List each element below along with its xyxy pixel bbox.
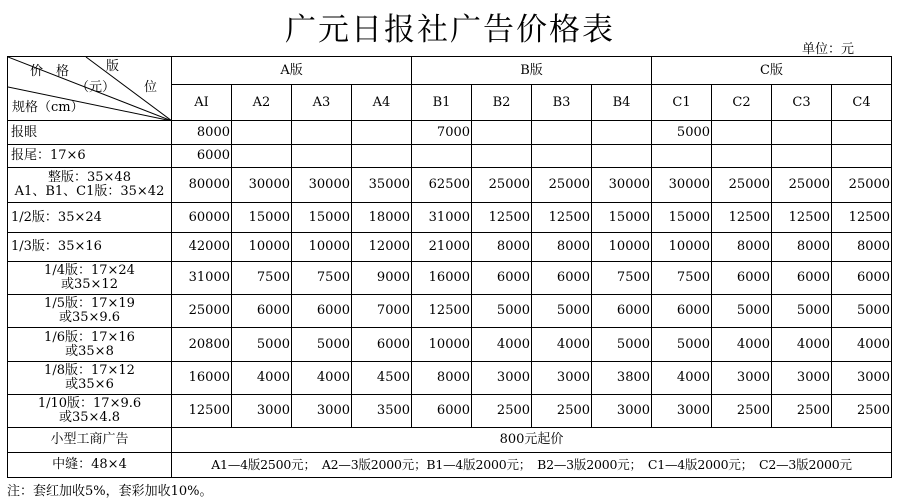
- price-cell: 42000: [172, 233, 232, 262]
- price-cell: 12000: [352, 233, 412, 262]
- price-cell: 15000: [292, 203, 352, 233]
- price-cell: 18000: [352, 203, 412, 233]
- price-cell: [412, 145, 472, 168]
- row-label-line: 或35×12: [61, 277, 118, 292]
- price-cell: 10000: [292, 233, 352, 262]
- table-row: [8, 203, 892, 233]
- price-cell: [292, 121, 352, 145]
- price-cell: 2500: [532, 395, 592, 428]
- row-label: 1/3版：35×16: [8, 233, 172, 262]
- price-cell: [352, 121, 412, 145]
- table-row: [8, 168, 892, 203]
- price-cell: 10000: [592, 233, 652, 262]
- price-cell: 2500: [712, 395, 772, 428]
- price-cell: 6000: [592, 295, 652, 328]
- price-cell: 8000: [772, 233, 832, 262]
- price-cell: 4000: [772, 328, 832, 362]
- table-row: [8, 453, 892, 478]
- price-cell: 5000: [232, 328, 292, 362]
- column-header: C3: [772, 85, 832, 121]
- price-cell: 15000: [232, 203, 292, 233]
- price-cell: 4000: [652, 362, 712, 395]
- price-cell: 12500: [532, 203, 592, 233]
- price-cell: 7000: [412, 121, 472, 145]
- price-cell: 30000: [232, 168, 292, 203]
- price-cell: 9000: [352, 262, 412, 295]
- row-label-line: 1/6版：17×16: [44, 329, 135, 345]
- price-cell: 6000: [472, 262, 532, 295]
- price-cell: 30000: [652, 168, 712, 203]
- row-label: 报尾：17×6: [8, 145, 172, 168]
- price-cell: 30000: [592, 168, 652, 203]
- price-cell: [532, 145, 592, 168]
- table-row: [8, 145, 892, 168]
- price-cell: 25000: [172, 295, 232, 328]
- price-cell: 80000: [172, 168, 232, 203]
- row-label-line: 1/5版：17×19: [44, 296, 135, 311]
- row-label: [8, 328, 172, 362]
- price-cell: [592, 121, 652, 145]
- price-cell: 6000: [412, 395, 472, 428]
- price-cell: 5000: [652, 121, 712, 145]
- price-cell: 60000: [172, 203, 232, 233]
- table-row: [8, 233, 892, 262]
- row-label: 报眼: [8, 121, 172, 145]
- price-cell: 3000: [712, 362, 772, 395]
- price-cell: 8000: [832, 233, 892, 262]
- price-cell: [712, 121, 772, 145]
- price-cell: 35000: [352, 168, 412, 203]
- price-cell: 15000: [592, 203, 652, 233]
- corner-wei-text: 位: [144, 80, 158, 95]
- price-cell: 3500: [352, 395, 412, 428]
- price-cell: 4000: [292, 362, 352, 395]
- column-header: C4: [832, 85, 892, 121]
- row-label: [8, 362, 172, 395]
- price-cell: [472, 121, 532, 145]
- price-cell: 3000: [592, 395, 652, 428]
- price-cell: 3000: [772, 362, 832, 395]
- table-row: [8, 121, 892, 145]
- price-cell: [772, 145, 832, 168]
- price-cell: 25000: [712, 168, 772, 203]
- price-cell: 6000: [292, 295, 352, 328]
- price-cell: 25000: [832, 168, 892, 203]
- price-cell: 4000: [832, 328, 892, 362]
- price-cell: [292, 145, 352, 168]
- row-label: [8, 168, 172, 203]
- price-cell: 7500: [652, 262, 712, 295]
- price-cell: 5000: [652, 328, 712, 362]
- price-cell: 8000: [412, 362, 472, 395]
- price-cell: 8000: [472, 233, 532, 262]
- price-cell: 25000: [472, 168, 532, 203]
- price-cell: 5000: [592, 328, 652, 362]
- price-cell: 21000: [412, 233, 472, 262]
- price-cell: 7500: [232, 262, 292, 295]
- price-cell: [832, 145, 892, 168]
- row-label-line: 1/10版：17×9.6: [37, 396, 142, 411]
- row-label-line: 1/8版：17×12: [44, 363, 135, 378]
- price-cell: 2500: [832, 395, 892, 428]
- price-cell: 10000: [412, 328, 472, 362]
- column-header: B3: [532, 85, 592, 121]
- price-cell: 5000: [832, 295, 892, 328]
- column-header: C1: [652, 85, 712, 121]
- price-cell: 3000: [232, 395, 292, 428]
- price-cell: 3800: [592, 362, 652, 395]
- price-cell: 5000: [712, 295, 772, 328]
- price-cell: [232, 145, 292, 168]
- small-ad-price: 800元起价: [172, 428, 892, 453]
- price-cell: 4000: [232, 362, 292, 395]
- row-label: [8, 262, 172, 295]
- price-cell: 6000: [172, 145, 232, 168]
- price-cell: 5000: [532, 295, 592, 328]
- price-cell: 16000: [172, 362, 232, 395]
- price-table: [7, 56, 892, 478]
- row-label-line: 或35×9.6: [58, 310, 121, 325]
- price-cell: 12500: [412, 295, 472, 328]
- price-cell: 5000: [472, 295, 532, 328]
- price-cell: 25000: [772, 168, 832, 203]
- column-header: A3: [292, 85, 352, 121]
- price-cell: [712, 145, 772, 168]
- price-cell: 6000: [352, 328, 412, 362]
- price-cell: 3000: [832, 362, 892, 395]
- price-cell: 16000: [412, 262, 472, 295]
- price-cell: 20800: [172, 328, 232, 362]
- price-cell: 12500: [472, 203, 532, 233]
- column-header: A4: [352, 85, 412, 121]
- page-title: 广元日报社广告价格表: [285, 12, 615, 48]
- price-cell: 4500: [352, 362, 412, 395]
- price-cell: [592, 145, 652, 168]
- column-header: A2: [232, 85, 292, 121]
- row-label-line: 整版：35×48: [48, 170, 131, 185]
- price-cell: [772, 121, 832, 145]
- price-cell: 25000: [532, 168, 592, 203]
- price-cell: [472, 145, 532, 168]
- table-row: [8, 295, 892, 328]
- group-header-b: B版: [412, 57, 652, 85]
- corner-yuan-text: （元）: [76, 80, 116, 95]
- price-cell: 8000: [172, 121, 232, 145]
- table-row: [8, 428, 892, 453]
- price-cell: 3000: [472, 362, 532, 395]
- price-cell: 6000: [232, 295, 292, 328]
- price-cell: 12500: [832, 203, 892, 233]
- row-label-line: 或35×4.8: [58, 410, 121, 425]
- group-header-a: A版: [172, 57, 412, 85]
- group-header-c: C版: [652, 57, 892, 85]
- price-cell: 6000: [712, 262, 772, 295]
- corner-header-cell: [8, 57, 172, 121]
- row-label-line: 1/4版：17×24: [44, 263, 135, 278]
- price-cell: 15000: [652, 203, 712, 233]
- price-cell: 31000: [172, 262, 232, 295]
- price-cell: 6000: [532, 262, 592, 295]
- row-label: 1/2版：35×24: [8, 203, 172, 233]
- price-cell: 3000: [652, 395, 712, 428]
- row-label: 中缝：48×4: [8, 453, 172, 478]
- price-cell: 7500: [592, 262, 652, 295]
- price-cell: 10000: [232, 233, 292, 262]
- price-cell: 4000: [472, 328, 532, 362]
- column-header: B4: [592, 85, 652, 121]
- table-row: [8, 362, 892, 395]
- price-cell: 3000: [532, 362, 592, 395]
- price-cell: 12500: [712, 203, 772, 233]
- middle-fold-prices: A1—4版2500元； A2—3版2000元；B1—4版2000元； B2—3版2000元； C1—4版2000元； C2—3版2000元: [172, 453, 892, 478]
- price-cell: 6000: [772, 262, 832, 295]
- price-cell: 3000: [292, 395, 352, 428]
- corner-spec-text: 规格（cm）: [12, 100, 84, 115]
- column-header: B2: [472, 85, 532, 121]
- row-label-line: A1、B1、C1版：35×42: [14, 184, 165, 199]
- price-cell: 5000: [772, 295, 832, 328]
- price-cell: 6000: [832, 262, 892, 295]
- price-cell: 6000: [652, 295, 712, 328]
- row-label-line: 或35×8: [65, 343, 114, 359]
- price-cell: 12500: [772, 203, 832, 233]
- unit-label: 单位：元: [802, 42, 855, 57]
- table-row: [8, 395, 892, 428]
- price-cell: 12500: [172, 395, 232, 428]
- price-cell: 2500: [472, 395, 532, 428]
- price-cell: 62500: [412, 168, 472, 203]
- price-cell: 4000: [712, 328, 772, 362]
- price-cell: 4000: [532, 328, 592, 362]
- table-row: [8, 262, 892, 295]
- row-label-line: 或35×6: [65, 377, 114, 392]
- price-cell: 30000: [292, 168, 352, 203]
- column-header: B1: [412, 85, 472, 121]
- price-cell: 2500: [772, 395, 832, 428]
- price-cell: [352, 145, 412, 168]
- price-cell: [232, 121, 292, 145]
- price-cell: 10000: [652, 233, 712, 262]
- price-cell: [832, 121, 892, 145]
- corner-ban-text: 版: [106, 59, 120, 74]
- column-header: AI: [172, 85, 232, 121]
- column-header: C2: [712, 85, 772, 121]
- price-cell: 8000: [532, 233, 592, 262]
- price-cell: 7000: [352, 295, 412, 328]
- price-cell: [652, 145, 712, 168]
- footnote: 注：套红加收5%，套彩加收10%。: [7, 484, 213, 499]
- corner-price-text: 价 格: [30, 64, 70, 79]
- row-label: [8, 395, 172, 428]
- row-label: 小型工商广告: [8, 428, 172, 453]
- table-row: [8, 328, 892, 362]
- price-cell: 31000: [412, 203, 472, 233]
- price-cell: 8000: [712, 233, 772, 262]
- price-cell: [532, 121, 592, 145]
- price-cell: 5000: [292, 328, 352, 362]
- price-cell: 7500: [292, 262, 352, 295]
- row-label: [8, 295, 172, 328]
